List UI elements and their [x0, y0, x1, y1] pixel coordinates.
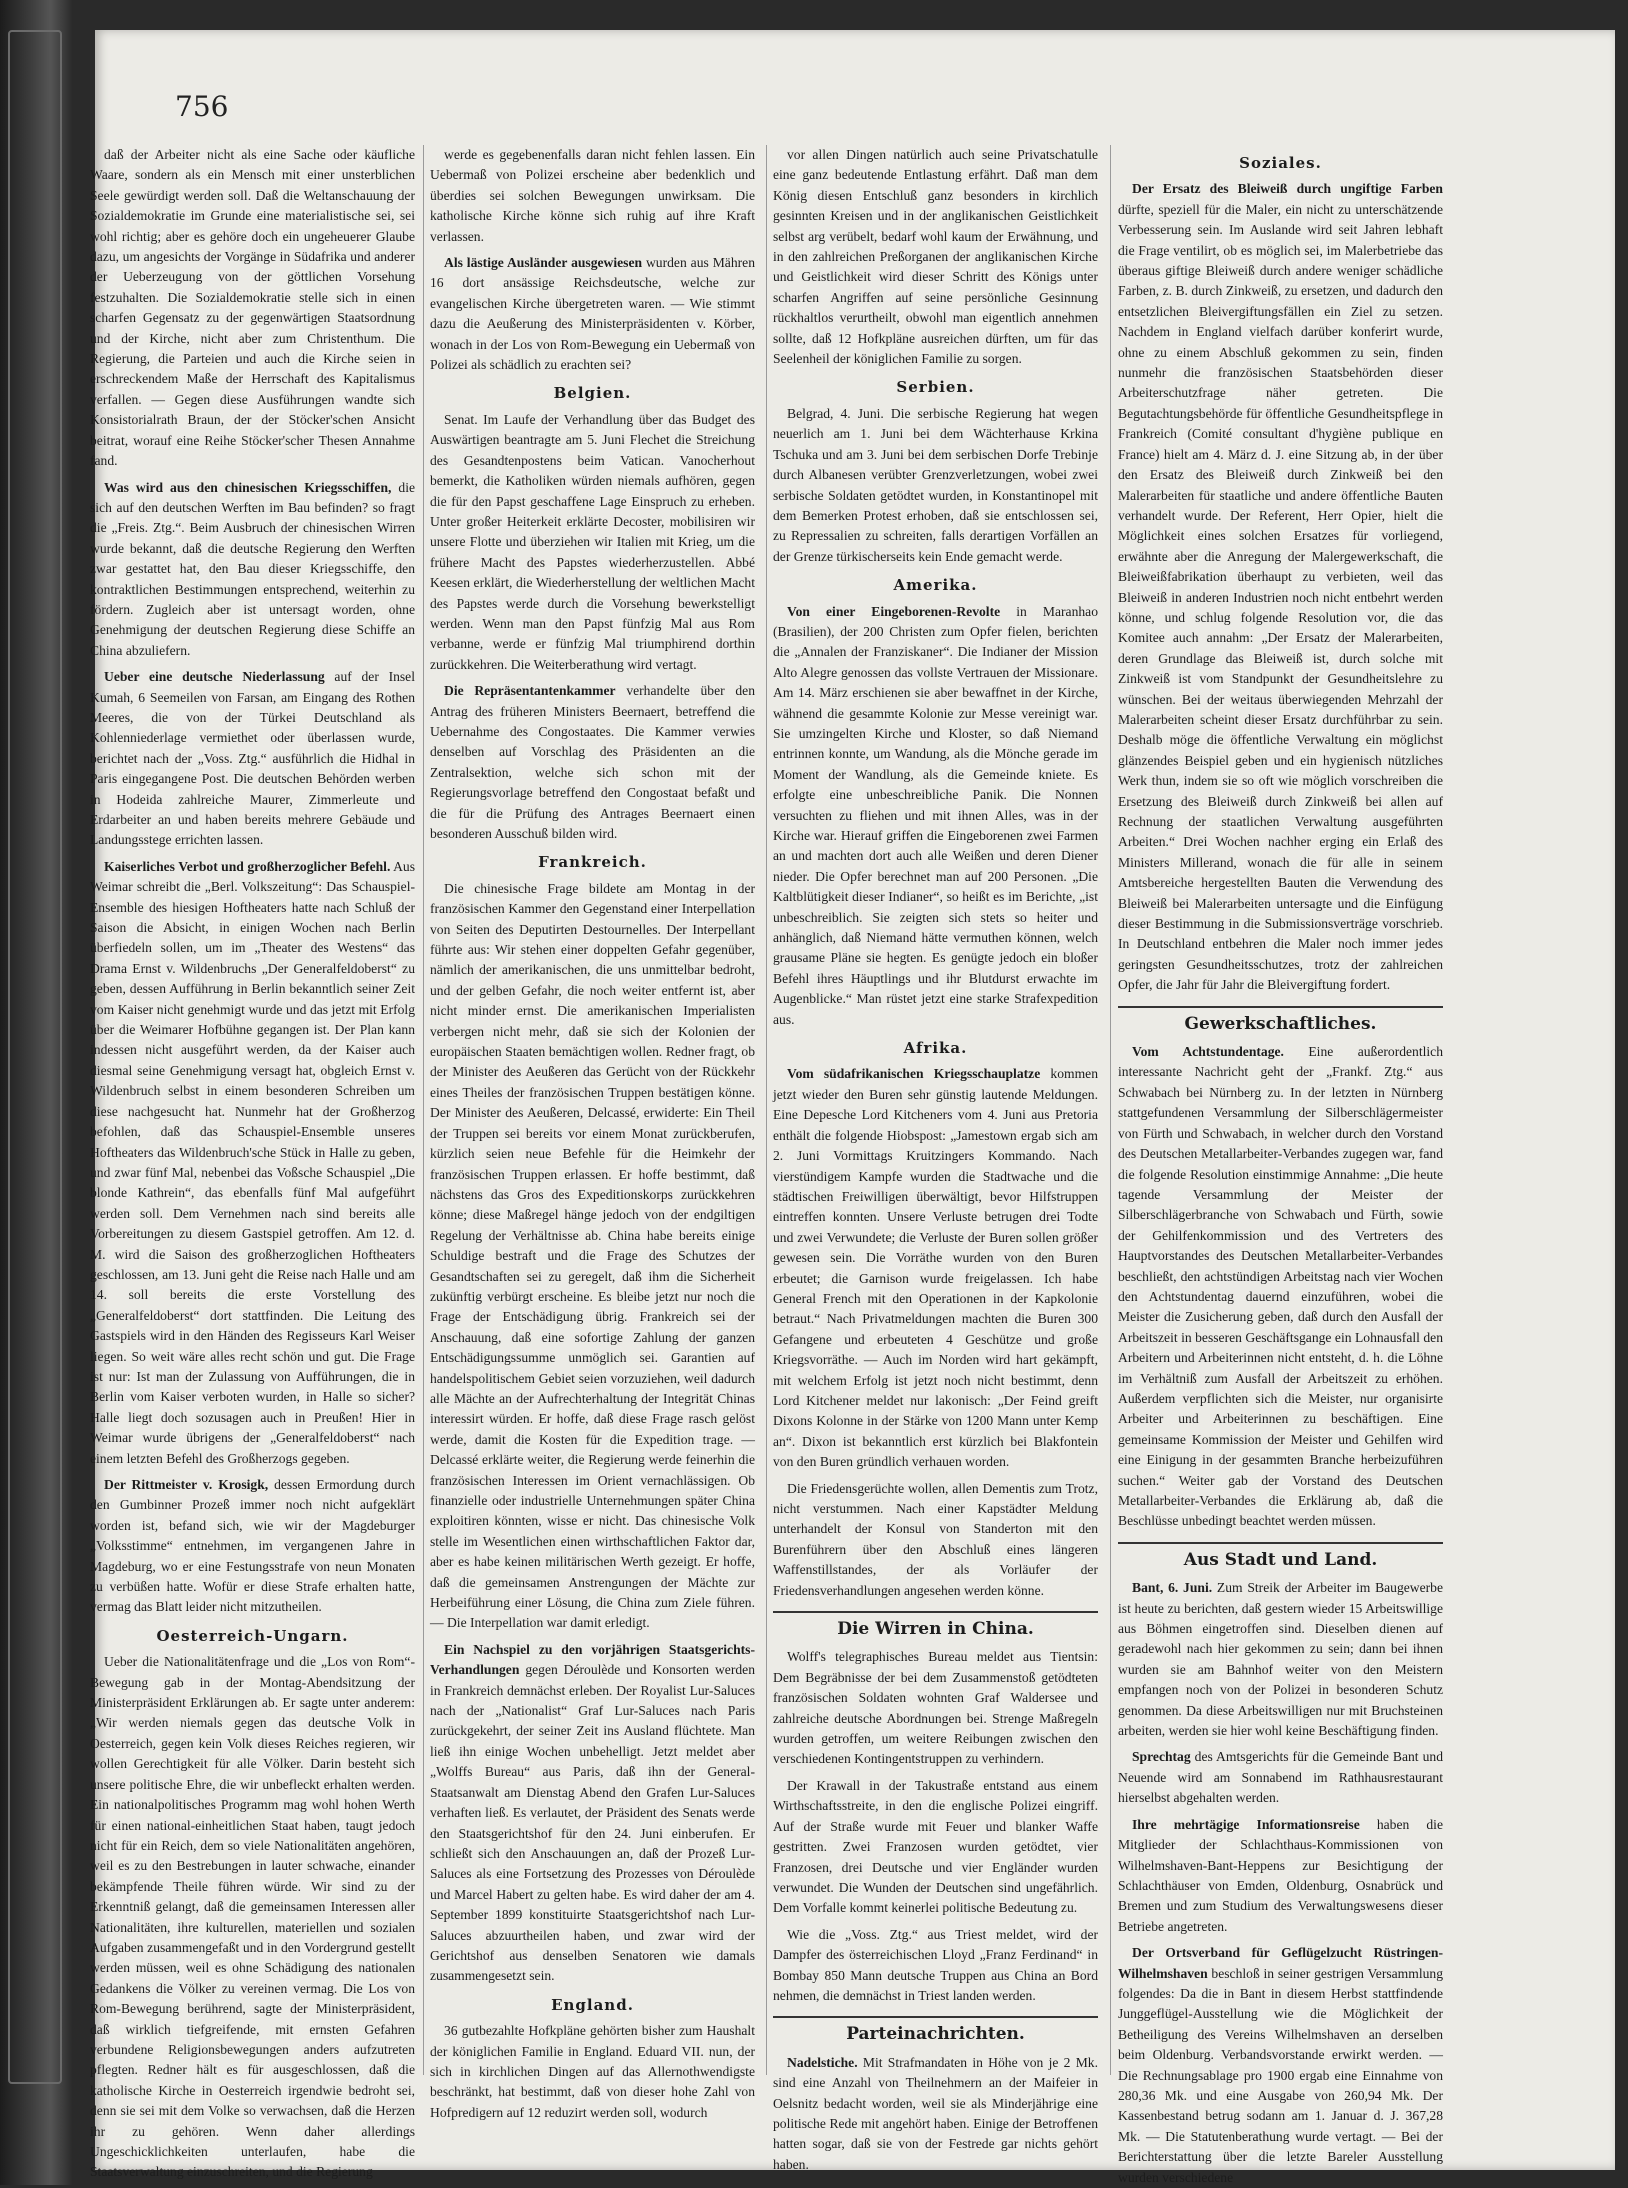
article-text: haben die Mitglieder der Schlachthaus-Kommissionen von Wilhelmshaven-Bant-Heppens zur Besichtigung der Schlachthäuser von Emden, Oldenburg, Osnabrück und Bremen und zum Studium des Verwaltungswesens dieser Betriebe angetreten.: [1118, 1816, 1443, 1934]
article-lead: Bant, 6. Juni.: [1132, 1580, 1213, 1596]
article-paragraph: [773, 2053, 1098, 2175]
book-binding: [0, 0, 72, 2185]
article-paragraph: [90, 1475, 415, 1618]
article-text: des Amtsgerichts für die Gemeinde Bant und Neuende wird am Sonnabend im Rathhausrestaurant hierselbst abgehalten werden.: [1118, 1749, 1443, 1806]
column-1: [90, 145, 415, 2180]
article-text: Die chinesische Frage bildete am Montag in der französischen Kammer den Gegenstand einer Interpellation von Seiten des Deputirten Destournelles. Der Interpellant führte aus: Wir stehen einer doppelten Gefahr gegenüber, nämlich der amerikanischen, die uns unmittelbar bedroht, und der gelben Gefahr, die noch weiter entfernt ist, aber nicht minder ernst. Die amerikanischen Imperialisten verbergen nicht mehr, daß sie sich der Kolonien der europäischen Staaten bemächtigen wollen. Redner fragt, ob der Minister des Aeußeren das Gerücht von der Rückkehr eines Theiles der französischen Truppen bestätigen könne. Der Minister des Aeußeren, Delcassé, erwiderte: Ein Theil der Truppen sei bereits vor einem Monat zurückberufen, kürzlich seien neue Befehle für die Heimkehr der französischen Truppen erlassen. Er hoffe bestimmt, daß nächstens das Gros des Expeditionskorps zurückkehren könne; diese Maßregel hänge jedoch von der endgiltigen Regelung der Verhältnisse ab. China habe bereits einige Schuldige bestraft und die Frage des Schutzes der Gesandtschaften sei zu geregelt, daß ihm die Sicherheit zukünftig verbürgt erscheine. Es bleibe jetzt nur noch die Frage der Entschädigung übrig. Frankreich sei der Anschauung, daß eine sofortige Zahlung der ganzen Entschädigungssumme unmöglich sei. Garantien auf handelspolitischem Gebiet seien vorzuziehen, weil dadurch alle Mächte an der Aufrechterhaltung der Integrität Chinas interessirt würden. Er hoffe, daß diese Frage rasch gelöst werde, damit die Kosten für die Expedition trage. — Delcassé erklärte weiter, die Regierung werde feinerhin die französischen Interessen im Orient vernachlässigen. Ob finanzielle oder industrielle Unternehmungen später China exploitiren könnten, wisse er nicht. Das chinesische Volk stelle im Wesentlichen einen wirthschaftlichen Faktor dar, aber es habe keinen militärischen Werth gezeigt. Er hoffe, daß die gemeinsamen Anstrengungen der Mächte zur Herbeiführung einer Lösung, die China zum Ziele führen. — Die Interpellation war damit erledigt.: [430, 880, 755, 1631]
article-text: dürfte, speziell für die Maler, ein nicht zu unterschätzende Verbesserung sein. Im Auslande wird seit Jahren lebhaft die Frage ventilirt, ob es möglich sei, im Malerbetriebe das überaus giftige Bleiweiß durch andere weniger schädliche Farben, z. B. durch Zinkweiß, zu ersetzen, und dadurch den entsetzlichen Bleivergiftungsfällen ein Ziel zu setzen. Nachdem in England vielfach darüber konferirt wurde, ohne zu einem Abschluß gekommen zu sein, finden nunmehr die französischen Staatsbehörden dieser Arbeiterschutzfrage näher getreten. Die Begutachtungsbehörde für öffentliche Gesundheitspflege in Frankreich (Comité consultant d'hygiène publique en France) hielt am 4. März d. J. eine Sitzung ab, in der über den Ersatz des Bleiweiß durch Zinkweiß bei den Malerarbeiten für staatliche und andere öffentliche Bauten verhandelt wurde. Der Referent, Herr Opier, hielt die Möglichkeit eines solchen Ersatzes für vorliegend, erwähnte aber die Anregung der Malergewerkschaft, die Bleiweißfabrikation überhaupt zu verbieten, weil das Bleiweiß in anderen Industrien noch nicht entbehrt werden könne, und schlug folgende Resolution vor, die das Komitee auch annahm: „Der Ersatz der Malerarbeiten, deren Grundlage das Bleiweiß ist, durch solche mit Zinkweiß ist vom Standpunkt der Gesundheitslehre zu wünschen. Bei der weitaus überwiegenden Mehrzahl der Malerarbeiten scheint dieser Ersatz durchführbar zu sein. Deshalb möge die öffentliche Verwaltung ein möglichst glänzendes Beispiel geben und ein hygienisch nützliches Werk thun, indem sie so oft wie möglich vorschreiben die Ersetzung des Bleiweiß durch Zinkweiß bei allen auf Rechnung der staatlichen Verwaltung ausgeführten Arbeiten.“ Drei Wochen nachher erging ein Erlaß des Ministers Millerand, wonach die für alle in seinem Amtsbereiche hergestellten Bauten die Verwendung des Bleiweiß bei Malerarbeiten untersagte und die Einfügung dieser Bestimmung in die Submissionsverträge vorschrieb. In Deutschland entbehren die Maler noch immer jedes geringsten Gesundheitsschutzes, trotz der zahlreichen Opfer, die Jahr für Jahr die Bleivergiftung fordert.: [1118, 201, 1443, 993]
article-text: kommen jetzt wieder den Buren sehr günstig lautende Meldungen. Eine Depesche Lord Kitcheners vom 4. Juni aus Pretoria enthält die folgende Hiobspost: „Jamestown ergab sich am 2. Juni Vormittags Kruitzingers Kommando. Nach vierstündigem Kampfe wurden die Stadtwache und die städtischen Freiwilligen überwältigt, bevor Hilfstruppen eintreffen konnten. Unsere Verluste betrugen drei Todte und zwei Verwundete; die Verluste der Buren sollen größer gewesen sein. Die Vorräthe wurden von den Buren erbeutet; die Garnison wurde freigelassen. Ich habe General French mit den Operationen in der Kapkolonie betraut.“ Nach Privatmeldungen machten die Buren 300 Gefangene und erbeuteten 4 Geschütze und große Kriegsvorräthe. — Auch im Norden wird hart gekämpft, mit welchem Erfolg ist jetzt noch nicht bestimmt, denn Lord Kitchener meldet nur lakonisch: „Der Feind greift Dixons Kolonne in der Stärke von 1200 Mann unter Kemp an“. Dixon ist bekanntlich erst kürzlich bei Blakfontein von den Buren gründlich verhauen worden.: [773, 1066, 1098, 1470]
article-lead: Der Rittmeister v. Krosigk,: [104, 1477, 269, 1492]
column-4: [1118, 145, 1444, 2185]
article-paragraph: [90, 478, 415, 662]
section-heading-ruled: Die Wirren in China.: [773, 1611, 1098, 1639]
article-paragraph: [1118, 1943, 1443, 2188]
article-text: Zum Streik der Arbeiter im Baugewerbe ist heute zu berichten, daß gestern wieder 15 Arbeitswillige aus Böhmen eingetroffen sind. Dieselben dienen auf geradewohl nach hier gekommen zu sein; dann bei ihnen wurden sie am Bahnhof weiter von den Meistern empfangen noch von der Polizei in besonderen Schutz genommen. Da diese Arbeitswilligen nur mit Bruchsteinen arbeiten, werden sie hier wohl keine Beschäftigung finden.: [1118, 1580, 1444, 1739]
article-paragraph: [90, 857, 415, 1469]
article-text: Die Friedensgerüchte wollen, allen Dementis zum Trotz, nicht verstummen. Nach einer Kapstädter Meldung unterhandelt der Konsul von Standerton mit den Burenführern über den Abschluß eines längeren Waffenstillstandes, der als Vorläufer der Friedensverhandlungen angesehen werden könne.: [773, 1480, 1098, 1598]
article-paragraph: [773, 145, 1098, 369]
article-text: Wolff's telegraphisches Bureau meldet aus Tientsin: Dem Begräbnisse der bei dem Zusammenstoß getödteten französischen Soldaten wohnten Graf Waldersee und zahlreiche deutsche Abordnungen bei. Strenge Maßregeln wurden getroffen, um weitere Reibungen zwischen den verschiedenen Kontingentstruppen zu verhindern.: [773, 1649, 1098, 1767]
section-heading: Oesterreich-Ungarn.: [156, 1626, 349, 1645]
article-paragraph: [773, 1647, 1098, 1769]
column-rule: [423, 145, 424, 2075]
column-2: [430, 145, 755, 2120]
article-text: daß der Arbeiter nicht als eine Sache oder käufliche Waare, sondern als ein Mensch mit einer unsterblichen Seele gewürdigt werden soll. Daß die Weltanschauung der Sozialdemokratie im Grunde eine materialistische sei, sei wohl richtig; aber es gehöre doch ein ungeheuerer Glaube dazu, um angesichts der Vorgänge in Südafrika und anderer der Ueberzeugung von der göttlichen Vorsehung festzuhalten. Die Sozialdemokratie stelle sich in einen scharfen Gegensatz zu der gegenwärtigen Staatsordnung und der Kirche, nicht aber zum Christenthum. Die Regierung, die Parteien und auch die Kirche seien in erschreckendem Maße der Herrschaft des Kapitalismus verfallen. — Gegen diese Ausführungen wandte sich Konsistorialrath Braun, der der Stöcker'schen Ansicht beitrat, worauf eine Reihe Stöcker'scher Thesen Annahme fand.: [90, 147, 415, 469]
article-text: in Maranhao (Brasilien), der 200 Christen zum Opfer fielen, berichten die „Annalen der Franziskaner“. Die Indianer der Mission Alto Alegre genossen das vollste Vertrauen der Missionare. Am 14. März erschienen sie aber bewaffnet in der Kirche, wähnend die gesammte Kolonie zur Messe vereinigt war. Sie umzingelten Kirche und Kloster, so daß Niemand entrinnen konnte, um Wandung, als die Mönche gerade im Moment der Wandlung, als die Gemeinde kniete. Es erfolgte eine unbeschreibliche Panik. Die Nonnen versuchten zu fliehen und mit ihnen Alles, was in der Kirche war. Hierauf griffen die Eingeborenen zwei Farmen an und machten dort auch alle Weißen und deren Diener nieder. Die Opfer berechnet man auf 200 Personen. „Die Kaltblütigkeit dieser Indianer“, so heißt es im Berichte, „ist unbeschreiblich. Sie zeigten sich stets so heiter und anhänglich, daß Niemand hätte vermuthen können, welch grausame Pläne sie hegten. Es genügte jedoch ein bloßer Befehl ihres Häuptlings und ihr Blutdurst erwachte im Augenblicke.“ Man rüstet jetzt eine starke Strafexpedition aus.: [773, 603, 1098, 1027]
page-number: 756: [175, 90, 229, 123]
article-text: vor allen Dingen natürlich auch seine Privatschatulle eine ganz bedeutende Entlastung erfährt. Daß man dem König diesen Entschluß ganz besonders in kirchlich gesinnten Kreisen und in der anglikanischen Geistlichkeit selbst arg verübelt, bedarf wohl kaum der Erwähnung, und in den zahlreichen Preßorganen der anglikanischen Kirche und Geistlichkeit wird dieser Schritt des Königs unter scharfen Angriffen auf seine persönliche Gesinnung rückhaltlos verurtheilt, obwohl man eigentlich annehmen sollte, daß 12 Hofkpläne ausreichen dürften, um für das Seelenheil der königlichen Familie zu sorgen.: [773, 147, 1098, 367]
article-text: Mit Strafmandaten in Höhe von je 2 Mk. sind eine Anzahl von Theilnehmern an der Maifeier in Oelsnitz bedacht worden, weil sie als Minderjährige eine politische Rede mit angehört haben. Einige der Betroffenen hatten sogar, daß sie von der Festrede gar nichts gehört haben.: [773, 2054, 1098, 2172]
article-text: Eine außerordentlich interessante Nachricht geht der „Frankf. Ztg.“ aus Schwabach bei Nürnberg zu. In der letzten in Nürnberg stattgefundenen Versammlung der Silberschlägermeister von Fürth und Schwabach, in welcher durch den Vorstand des Deutschen Metallarbeiter-Verbandes zugegen war, fand die folgende Resolution einstimmige Annahme: „Die heute tagende Versammlung der Meister der Silberschlägerbranche von Schwabach und Fürth, sowie der Gehilfenkommission und des Vertreters des Hauptvorstandes des Deutschen Metallarbeiter-Verbandes beschließt, den achtstündigen Arbeitstag nach vier Wochen den Achtstundentag dauernd einzuführen, wobei die Meister die Zusicherung geben, daß durch den Ausfall der Arbeitszeit in besseren Geschäftsgange ein Lohnausfall den Arbeitern und Arbeiterinnen nicht entsteht, d. h. die Löhne im Verhältniß zum Ausfall der Arbeitszeit zu erhöhen. Außerdem verpflichten sich die Meister, nur organisirte Arbeiter und Arbeiterinnen zu beschäftigen. Eine gemeinsame Kommission der Meister und Gehilfen wird eine Einigung in der gesammten Branche herbeizuführen suchen.“ Weiter gab der Vorstand des Deutschen Metallarbeiter-Verbandes die Erklärung ab, daß die Beschlüsse unbedingt beachtet werden müssen.: [1118, 1044, 1444, 1529]
article-text: gegen Déroulède und Konsorten werden in Frankreich demnächst erleben. Der Royalist Lur-Saluces nach der „Nationalist“ Graf Lur-Saluces nach Paris zurückgekehrt, der seiner Zeit ins Ausland flüchtete. Man ließ ihn einige Wochen unbehelligt. Jetzt meldet aber „Wolffs Bureau“ aus Paris, daß ihn der General-Staatsanwalt am Dienstag Abend den Grafen Lur-Saluces verhaften ließ. Es verlautet, der Präsident des Senats werde den Staatsgerichtshof für den 24. Juni einberufen. Er schließt sich den Anschauungen an, daß der Prozeß Lur-Saluces als eine Fortsetzung des Prozesses von Déroulède und Marcel Habert zu gelten habe. Es wird daher der am 4. September 1899 konstituirte Staatsgerichtshof nach Lur-Saluces abzuurtheilen haben, und zwar wird der Gerichtshof aus denselben Senatoren wie damals zusammengesetzt sein.: [430, 1662, 755, 1984]
article-lead: Ihre mehrtägige Informationsreise: [1132, 1816, 1360, 1832]
article-paragraph: [773, 1925, 1098, 2007]
article-paragraph: [430, 2021, 755, 2123]
article-paragraph: [773, 1064, 1098, 1472]
article-text: Ueber die Nationalitätenfrage und die „Los von Rom“-Bewegung gab in der Montag-Abendsitzung der Ministerpräsident Erklärungen ab. Er sagte unter anderem: „Wir werden niemals gegen das deutsche Volk in Oesterreich, gegen kein Volk dieses Reiches regieren, wir wollen Gerechtigkeit für alle Völker. Darin besteht sich unsere politische Ehre, die wir unbefleckt erhalten werden. Ein nationalpolitisches Programm mag wohl hohen Werth für einen national-einheitlichen Staat haben, taugt jedoch nicht für ein Reich, dem so viele Nationalitäten angehören, weil es zu den Bestrebungen in lauter schwache, einander bekämpfende Theile führen würde. Wir sind zu der Erkenntniß gelangt, daß die gemeinsamen Interessen aller Nationalitäten, ihre kulturellen, materiellen und sozialen Aufgaben zusammengefaßt und in den Vordergrund gestellt werden müssen, weil es ohne Schädigung des nationalen Gedankens die Völker zu vereinen vermag. Die Los von Rom-Bewegung berührend, sagte der Ministerpräsident, daß wirklich tiefgreifende, mit ernsten Gefahren verbundene Religionsbewegungen anders aufzutreten pflegten. Redner hält es für ausgeschlossen, daß die katholische Kirche in Oesterreich irgendwie bedroht sei, denn sie sei mit dem Volke so verwachsen, daß die Herzen ihr zu gehören. Wenn daher allerdings Ungeschicklichkeiten unterlaufen, habe die Staatsverwaltung einzuschreiten, und die Regierung: [90, 1654, 415, 2180]
article-paragraph: [90, 145, 415, 472]
section-heading: England.: [551, 1995, 634, 2014]
article-lead: Als lästige Ausländer ausgewiesen: [444, 255, 643, 271]
article-text: beschloß in seiner gestrigen Versammlung folgendes: Da die in Bant in diesem Herbst stattfindende Junggeflügel-Ausstellung wie die Möglichkeit der Betheiligung des Vereins Wilhelmshaven an derselben beim Oldenburg. Verbandsvorstande erwirkt werden. — Die Rechnungsablage pro 1900 ergab eine Einnahme von 280,36 Mk. und eine Ausgabe von 260,94 Mk. Der Kassenbestand betrug sodann am 1. Januar d. J. 367,28 Mk. — Die Statutenberathung wurde vertagt. — Bei der Berichterstattung über die letzte Bareler Ausstellung wurden verschiedene: [1118, 1965, 1443, 2185]
article-paragraph: [1118, 1578, 1443, 1741]
article-text: Der Krawall in der Takustraße entstand aus einem Wirthschaftsstreite, in den die englische Polizei eingriff. Auf der Straße wurde mit Feuer und blanker Waffe gestritten. Zwei Franzosen wurden getödtet, vier Franzosen, drei Deutsche und vier Engländer wurden verwundet. Die Wunden der Deutschen sind ungefährlich. Dem Vorfalle kommt keinerlei politische Bedeutung zu.: [773, 1777, 1098, 1916]
article-paragraph: [430, 879, 755, 1634]
article-paragraph: [773, 1776, 1098, 1919]
section-heading: Serbien.: [896, 378, 975, 397]
section-heading-ruled: Parteinachrichten.: [773, 2016, 1098, 2044]
section-heading-ruled: Aus Stadt und Land.: [1118, 1542, 1443, 1570]
article-paragraph: [1118, 179, 1443, 995]
article-text: Senat. Im Laufe der Verhandlung über das Budget des Auswärtigen beantragte am 5. Juni Flechet die Streichung des Gesandtenpostens beim Vatican. Vanocherhout bemerkt, die Katholiken würden niemals aufhören, gegen die für den Papst geschaffene Lage Einspruch zu erheben. Unter großer Heiterkeit erklärte Decoster, mobilisiren wir unsere Flotte und überziehen wir Italien mit Krieg, um die frühere Macht des Papstes wiederherzustellen. Abbé Keesen erklärt, die Wiederherstellung der weltlichen Macht des Papstes werde durch die Vorsehung bewerkstelligt werden. Wenn man den Papst fünfzig Mal aus Rom verbanne, werde er fünfzig Mal triumphirend dorthin zurückkehren. Die Weiterberathung wird vertagt.: [430, 411, 755, 672]
article-lead: Vom Achtstundentage.: [1132, 1044, 1284, 1060]
article-text: 36 gutbezahlte Hofkpläne gehörten bisher zum Haushalt der königlichen Familie in England. Eduard VII. nun, der sich in kirchlichen Dingen auf das Allernothwendigste beschränkt, hat bestimmt, daß von dieser hohe Zahl von Hofpredigern auf 12 reduzirt werden soll, wodurch: [430, 2023, 755, 2120]
section-heading: Belgien.: [553, 384, 632, 403]
article-paragraph: [430, 410, 755, 675]
article-paragraph: [90, 667, 415, 851]
article-text: werde es gegebenenfalls daran nicht fehlen lassen. Ein Uebermaß von Polizei erscheine aber bedenklich und überdies sei solchen Bewegungen unwirksam. Die katholische Kirche könne sich ruhig auf ihre Kraft verlassen.: [430, 147, 755, 244]
article-paragraph: [430, 145, 755, 247]
article-paragraph: [430, 681, 755, 844]
article-paragraph: [90, 1652, 415, 2183]
column-rule: [766, 145, 767, 2075]
section-heading: Amerika.: [893, 576, 978, 595]
article-text: Aus Weimar schreibt die „Berl. Volkszeitung“: Das Schauspiel-Ensemble des hiesigen Hoftheaters hatte nach Schluß der Saison die Absicht, in einigen Wochen nach Berlin überfiedeln sollen, um im „Theater des Westens“ das Drama Ernst v. Wildenbruchs „Der Generalfeldoberst“ zu geben, dessen Aufführung in Berlin bekanntlich seiner Zeit vom Kaiser nicht genehmigt wurde und das jetzt mit Erfolg über die Weimarer Hofbühne gegangen ist. Der Plan kann indessen nicht ausgeführt werden, da der Kaiser auch diesmal seine Genehmigung versagt hat, obgleich Ernst v. Wildenbruch selbst in einem besonderen Schreiben um diese nachgesucht hat. Nunmehr hat der Großherzog befohlen, daß das Schauspiel-Ensemble unseres Hoftheaters das Wildenbruch'sche Stück in Halle zu geben, und zwar fünf Mal, nebenbei das Voßsche Schauspiel „Die blonde Kathrein“, das ebenfalls fünf Mal aufgeführt werden soll. Dem Vernehmen nach sind bereits alle Vorbereitungen zu diesem Gastspiel getroffen. Am 12. d. M. wird die Saison des großherzoglichen Hoftheaters geschlossen, am 13. Juni geht die Reise nach Halle und am 14. soll bereits die erste Vorstellung des „Generalfeldoberst“ dort stattfinden. Die Leitung des Gastspiels wird in den Händen des Regisseurs Karl Weiser liegen. So weit wäre alles recht schön und gut. Die Frage ist nur: Ist man der Zulassung von Aufführungen, die in Berlin vom Kaiser verboten wurden, in Halle so sicher? Halle liegt doch sozusagen auch in Preußen! Hier in Weimar wurde übrigens der „Generalfeldoberst“ nach einem letzten Befehl des Großherzogs gegeben.: [90, 858, 415, 1466]
article-lead: Von einer Eingeborenen-Revolte: [787, 603, 1001, 619]
column-rule: [1110, 145, 1111, 2075]
article-text: die sich auf den deutschen Werften im Bau befinden? so fragt die „Freis. Ztg.“. Beim Ausbruch der chinesischen Wirren wurde bekannt, daß die deutsche Regierung den Werften zwar gestattet hat, den Bau dieser Kriegsschiffe, den kontraktlichen Bestimmungen entsprechend, weiterhin zu fördern. Zugleich aber ist untersagt worden, ohne Genehmigung der deutschen Regierung diese Schiffe an China abzuliefern.: [90, 479, 415, 658]
article-lead: Die Repräsentantenkammer: [444, 683, 616, 699]
article-lead: Der Ersatz des Bleiweiß durch ungiftige Farben: [1132, 181, 1443, 197]
article-paragraph: [1118, 1747, 1443, 1808]
article-paragraph: [430, 1640, 755, 1987]
article-paragraph: [773, 404, 1098, 567]
article-text: wurden aus Mähren 16 dort ansässige Reichsdeutsche, welche zur evangelischen Kirche übergetreten waren. — Wie stimmt dazu die Aeußerung des Ministerpräsidenten v. Körber, wonach in der Los von Rom-Bewegung ein Uebermaß von Polizei als schädlich zu erachten sei?: [430, 255, 755, 373]
article-lead: Was wird aus den chinesischen Kriegsschiffen,: [104, 479, 392, 495]
article-paragraph: [1118, 1815, 1443, 1937]
article-paragraph: [1118, 1042, 1443, 1532]
article-text: Wie die „Voss. Ztg.“ aus Triest meldet, wird der Dampfer des österreichischen Lloyd „Franz Ferdinand“ in Bombay 850 Mann deutsche Truppen aus China an Bord nehmen, die demnächst in Triest landen werden.: [773, 1926, 1098, 2003]
article-text: dessen Ermordung durch den Gumbinner Prozeß immer noch nicht aufgeklärt worden ist, befand sich, wie wir der Magdeburger „Volksstimme“ entnehmen, im vergangenen Jahre in Magdeburg, wo er eine Festungsstrafe von neun Monaten zu verbüßen hatte. Wofür er diese Strafe erhalten hatte, vermag das Blatt leider nicht mitzutheilen.: [90, 1477, 415, 1615]
article-paragraph: [773, 1479, 1098, 1601]
article-lead: Nadelstiche.: [787, 2054, 858, 2070]
article-paragraph: [773, 602, 1098, 1031]
article-lead: Der Ortsverband für Geflügelzucht Rüstringen-Wilhelmshaven: [1118, 1945, 1443, 1981]
article-lead: Ueber eine deutsche Niederlassung: [104, 669, 325, 685]
section-heading: Frankreich.: [538, 853, 647, 872]
section-heading: Afrika.: [903, 1039, 968, 1058]
binding-edge: [8, 30, 62, 2084]
article-lead: Kaiserliches Verbot und großherzoglicher Befehl.: [104, 858, 391, 874]
article-text: verhandelte über den Antrag des früheren Ministers Beernaert, betreffend die Uebernahme des Congostaates. Die Kammer verwies denselben auf Vorschlag des Präsidenten an die Zentralsektion, welche sich schon mit der Regierungsvorlage betreffend den Congostaat befaßt und die für die Prüfung des Antrages Beernaert einen besonderen Ausschuß bilden wird.: [430, 683, 755, 841]
section-heading-ruled: Gewerkschaftliches.: [1118, 1006, 1443, 1034]
article-text: Belgrad, 4. Juni. Die serbische Regierung hat wegen neuerlich am 1. Juni bei dem Wächterhause Krkina Tschuka und am 3. Juni bei dem serbischen Dorfe Trebinje durch Albanesen verübter Grenzverletzungen, wobei zwei serbische Soldaten getödtet wurden, in Konstantinopel mit dem Bemerken Protest erhoben, daß sie entschlossen sei, zu Repressalien zu schreiten, falls derartigen Vorfällen an der Grenze türkischerseits kein Ende gemacht werde.: [773, 405, 1098, 564]
article-paragraph: [430, 253, 755, 375]
section-heading: Soziales.: [1239, 154, 1322, 172]
article-lead: Vom südafrikanischen Kriegsschauplatze: [787, 1066, 1041, 1082]
article-lead: Ein Nachspiel zu den vorjährigen Staatsgerichts-Verhandlungen: [430, 1641, 755, 1678]
article-text: auf der Insel Kumah, 6 Seemeilen von Farsan, am Eingang des Rothen Meeres, die von der Türkei Deutschland als Kohlenniederlage vermiethet oder überlassen wurde, berichtet nach der „Voss. Ztg.“ ausführlich die Hidhal in Paris eingegangene Post. Die deutschen Behörden werben in Hodeida zahlreiche Maurer, Zimmerleute und Erdarbeiter an und haben bereits mehrere Gebäude und Landungsstege errichten lassen.: [90, 669, 415, 848]
column-3: [773, 145, 1098, 2172]
article-lead: Sprechtag: [1132, 1749, 1191, 1765]
